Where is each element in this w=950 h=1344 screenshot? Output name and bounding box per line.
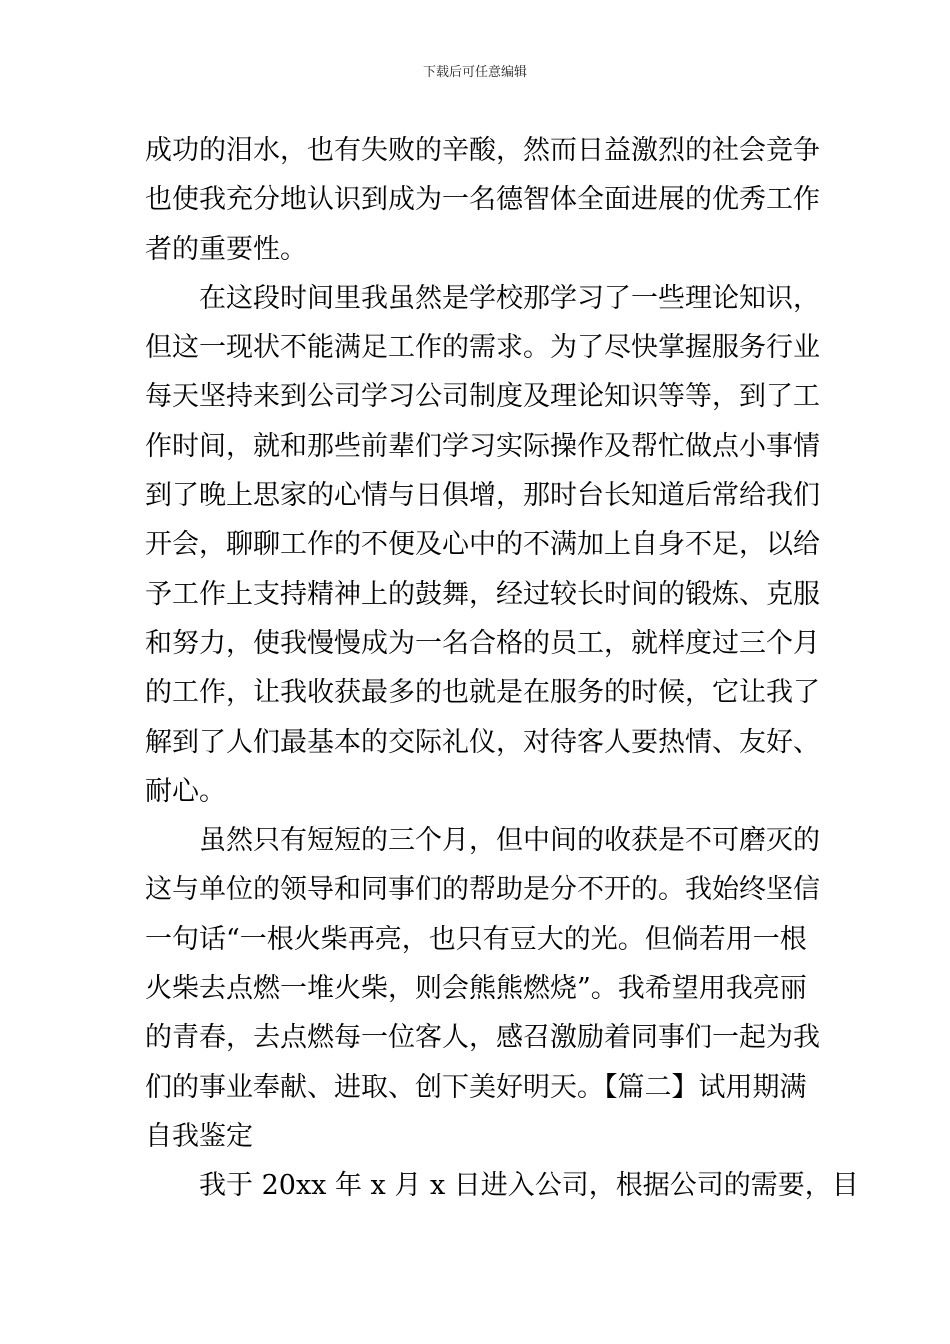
text-line: 一句话“一根火柴再亮，也只有豆大的光。但倘若用一根 bbox=[145, 923, 807, 955]
text-line: 解到了人们最基本的交际礼仪，对待客人要热情、友好、 bbox=[145, 726, 820, 758]
text-line: 的青春，去点燃每一位客人，感召激励着同事们一起为我 bbox=[145, 1022, 820, 1054]
text-line: 每天坚持来到公司学习公司制度及理论知识等等，到了工 bbox=[145, 381, 820, 413]
paragraph bbox=[145, 126, 820, 274]
paragraph bbox=[145, 816, 820, 1161]
text-line: 者的重要性。 bbox=[145, 233, 307, 265]
page-header: 下载后可任意编辑 bbox=[422, 65, 527, 80]
text-line: 予工作上支持精神上的鼓舞，经过较长时间的锻炼、克服 bbox=[145, 578, 820, 610]
text-line: 也使我充分地认识到成为一名德智体全面进展的优秀工作 bbox=[145, 184, 820, 216]
text-line: 在这段时间里我虽然是学校那学习了一些理论知识， bbox=[199, 282, 820, 314]
paragraph bbox=[145, 274, 820, 816]
text-line: 到了晚上思家的心情与日俱增，那时台长知道后常给我们 bbox=[145, 480, 820, 512]
text-line: 火柴去点燃一堆火柴，则会熊熊燃烧”。我希望用我亮丽 bbox=[145, 973, 807, 1005]
document-body bbox=[145, 126, 859, 1211]
paragraph bbox=[145, 1161, 859, 1210]
text-line: 们的事业奉献、进取、创下美好明天。【篇二】试用期满 bbox=[145, 1071, 807, 1103]
text-line: 但这一现状不能满足工作的需求。为了尽快掌握服务行业 bbox=[145, 332, 820, 364]
text-line: 耐心。 bbox=[145, 775, 226, 807]
text-line: 的工作，让我收获最多的也就是在服务的时候，它让我了 bbox=[145, 677, 820, 709]
text-line: 成功的泪水，也有失败的辛酸，然而日益激烈的社会竞争 bbox=[145, 135, 820, 166]
text-line: 自我鉴定 bbox=[145, 1120, 253, 1152]
text-line: 这与单位的领导和同事们的帮助是分不开的。我始终坚信 bbox=[145, 874, 820, 906]
text-line: 开会，聊聊工作的不便及心中的不满加上自身不足，以给 bbox=[145, 529, 820, 561]
text-line: 和努力，使我慢慢成为一名合格的员工，就样度过三个月 bbox=[145, 627, 820, 659]
text-line: 虽然只有短短的三个月，但中间的收获是不可磨灭的 bbox=[199, 825, 820, 857]
text-line: 作时间，就和那些前辈们学习实际操作及帮忙做点小事情 bbox=[145, 430, 820, 462]
text-line: 我于 20xx 年 x 月 x 日进入公司，根据公司的需要，目 bbox=[199, 1170, 859, 1202]
